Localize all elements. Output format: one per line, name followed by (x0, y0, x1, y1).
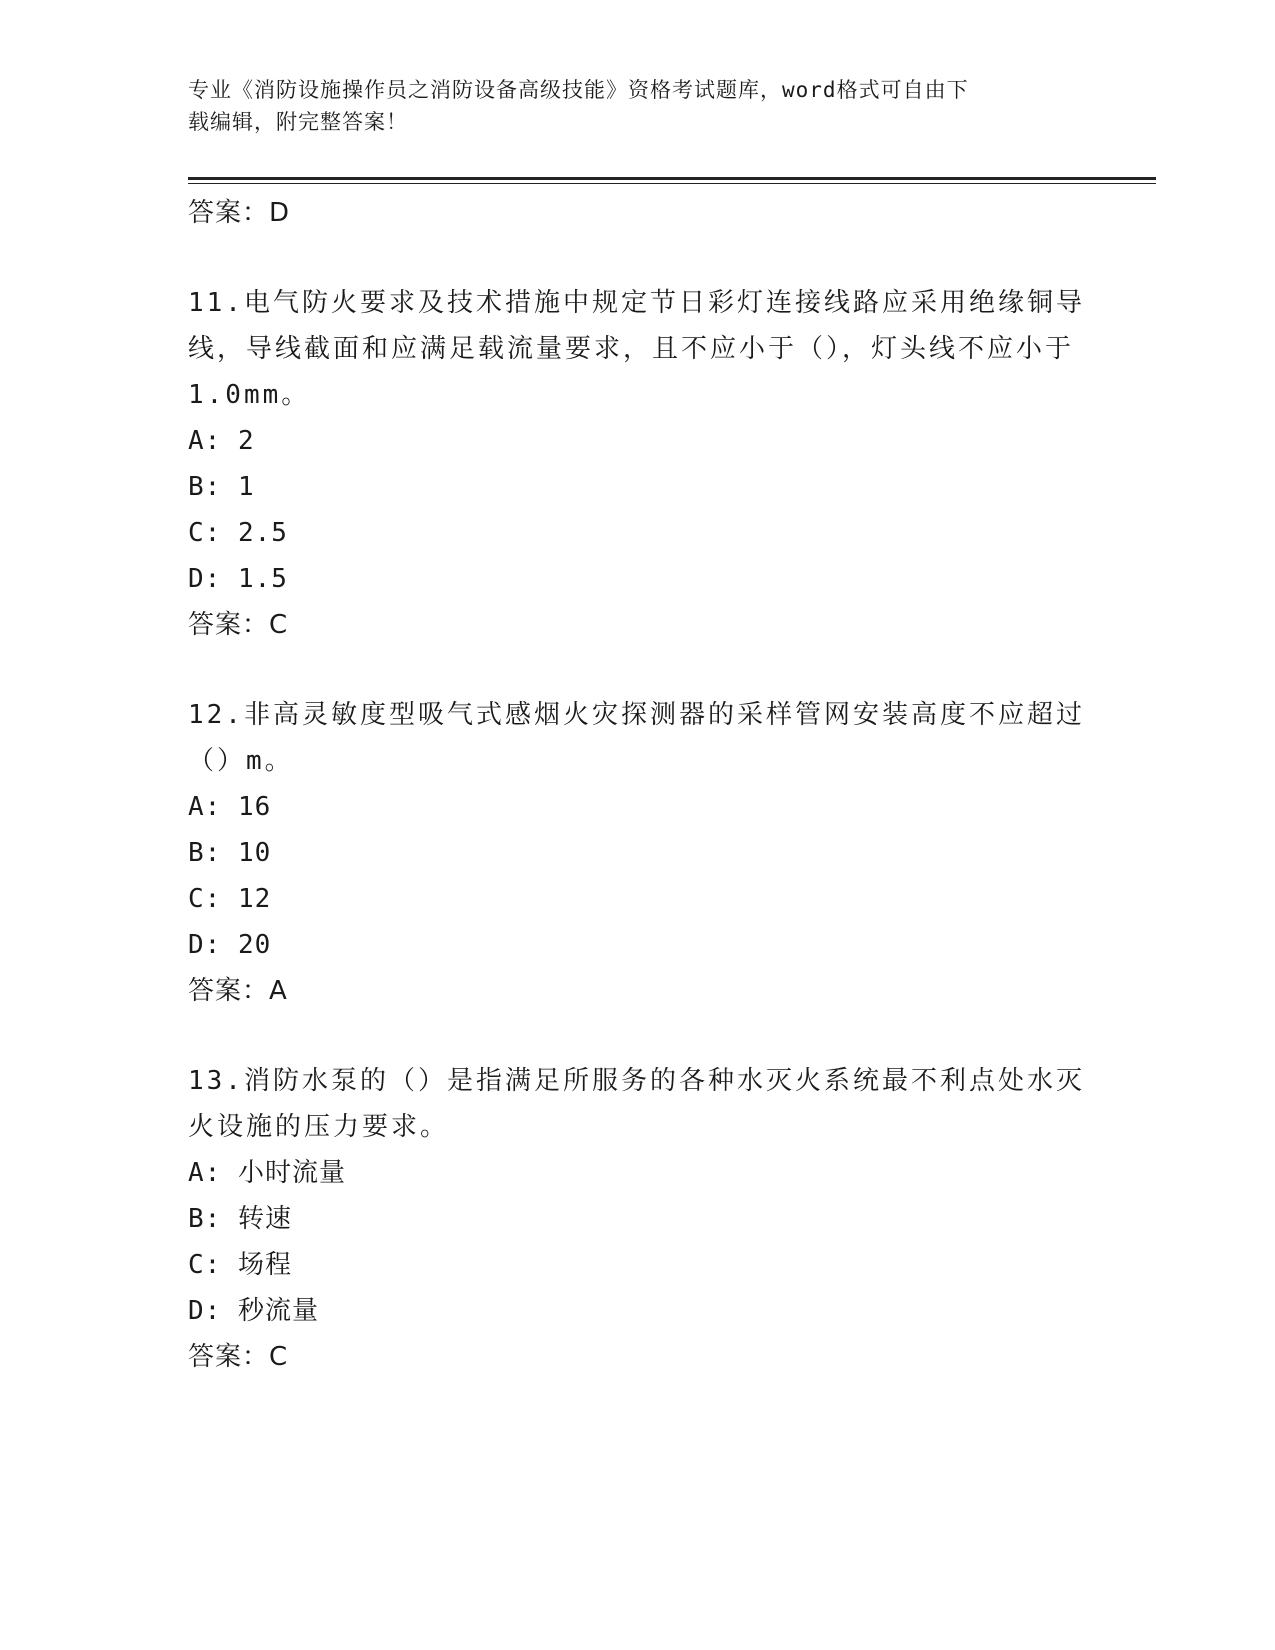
question-12 (188, 692, 1088, 1014)
answer-label: 答案：D (188, 198, 291, 228)
document-header (188, 74, 1078, 138)
question-stem: 11.电气防火要求及技术措施中规定节日彩灯连接线路应采用绝缘铜导线，导线截面和应满足载流量要求，且不应小于（），灯头线不应小于1.0mm。 (188, 288, 1085, 410)
header-divider-thin (188, 183, 1156, 184)
option-b: B: 10 (188, 838, 272, 868)
answer-label: 答案：A (188, 976, 288, 1006)
option-b: B: 1 (188, 472, 255, 502)
question-stem: 13.消防水泵的（）是指满足所服务的各种水灭火系统最不利点处水灭火设施的压力要求。 (188, 1066, 1085, 1142)
header-divider-thick (188, 177, 1156, 180)
option-d: D: 秒流量 (188, 1296, 319, 1326)
option-d: D: 20 (188, 930, 272, 960)
question-list (188, 190, 1088, 1380)
option-c: C: 12 (188, 884, 272, 914)
option-a: A: 16 (188, 792, 272, 822)
answer-label: 答案：C (188, 610, 289, 640)
question-stem: 12.非高灵敏度型吸气式感烟火灾探测器的采样管网安装高度不应超过（）m。 (188, 700, 1085, 776)
header-line-1: 专业《消防设施操作员之消防设备高级技能》资格考试题库，word格式可自由下 (188, 78, 969, 102)
answer-label: 答案：C (188, 1342, 289, 1372)
question-13 (188, 1058, 1088, 1380)
option-c: C: 2.5 (188, 518, 288, 548)
option-c: C: 场程 (188, 1250, 292, 1280)
question-11 (188, 280, 1088, 648)
option-a: A: 2 (188, 426, 255, 456)
option-a: A: 小时流量 (188, 1158, 346, 1188)
option-d: D: 1.5 (188, 564, 288, 594)
header-line-2: 载编辑，附完整答案！ (188, 110, 408, 134)
option-b: B: 转速 (188, 1204, 292, 1234)
